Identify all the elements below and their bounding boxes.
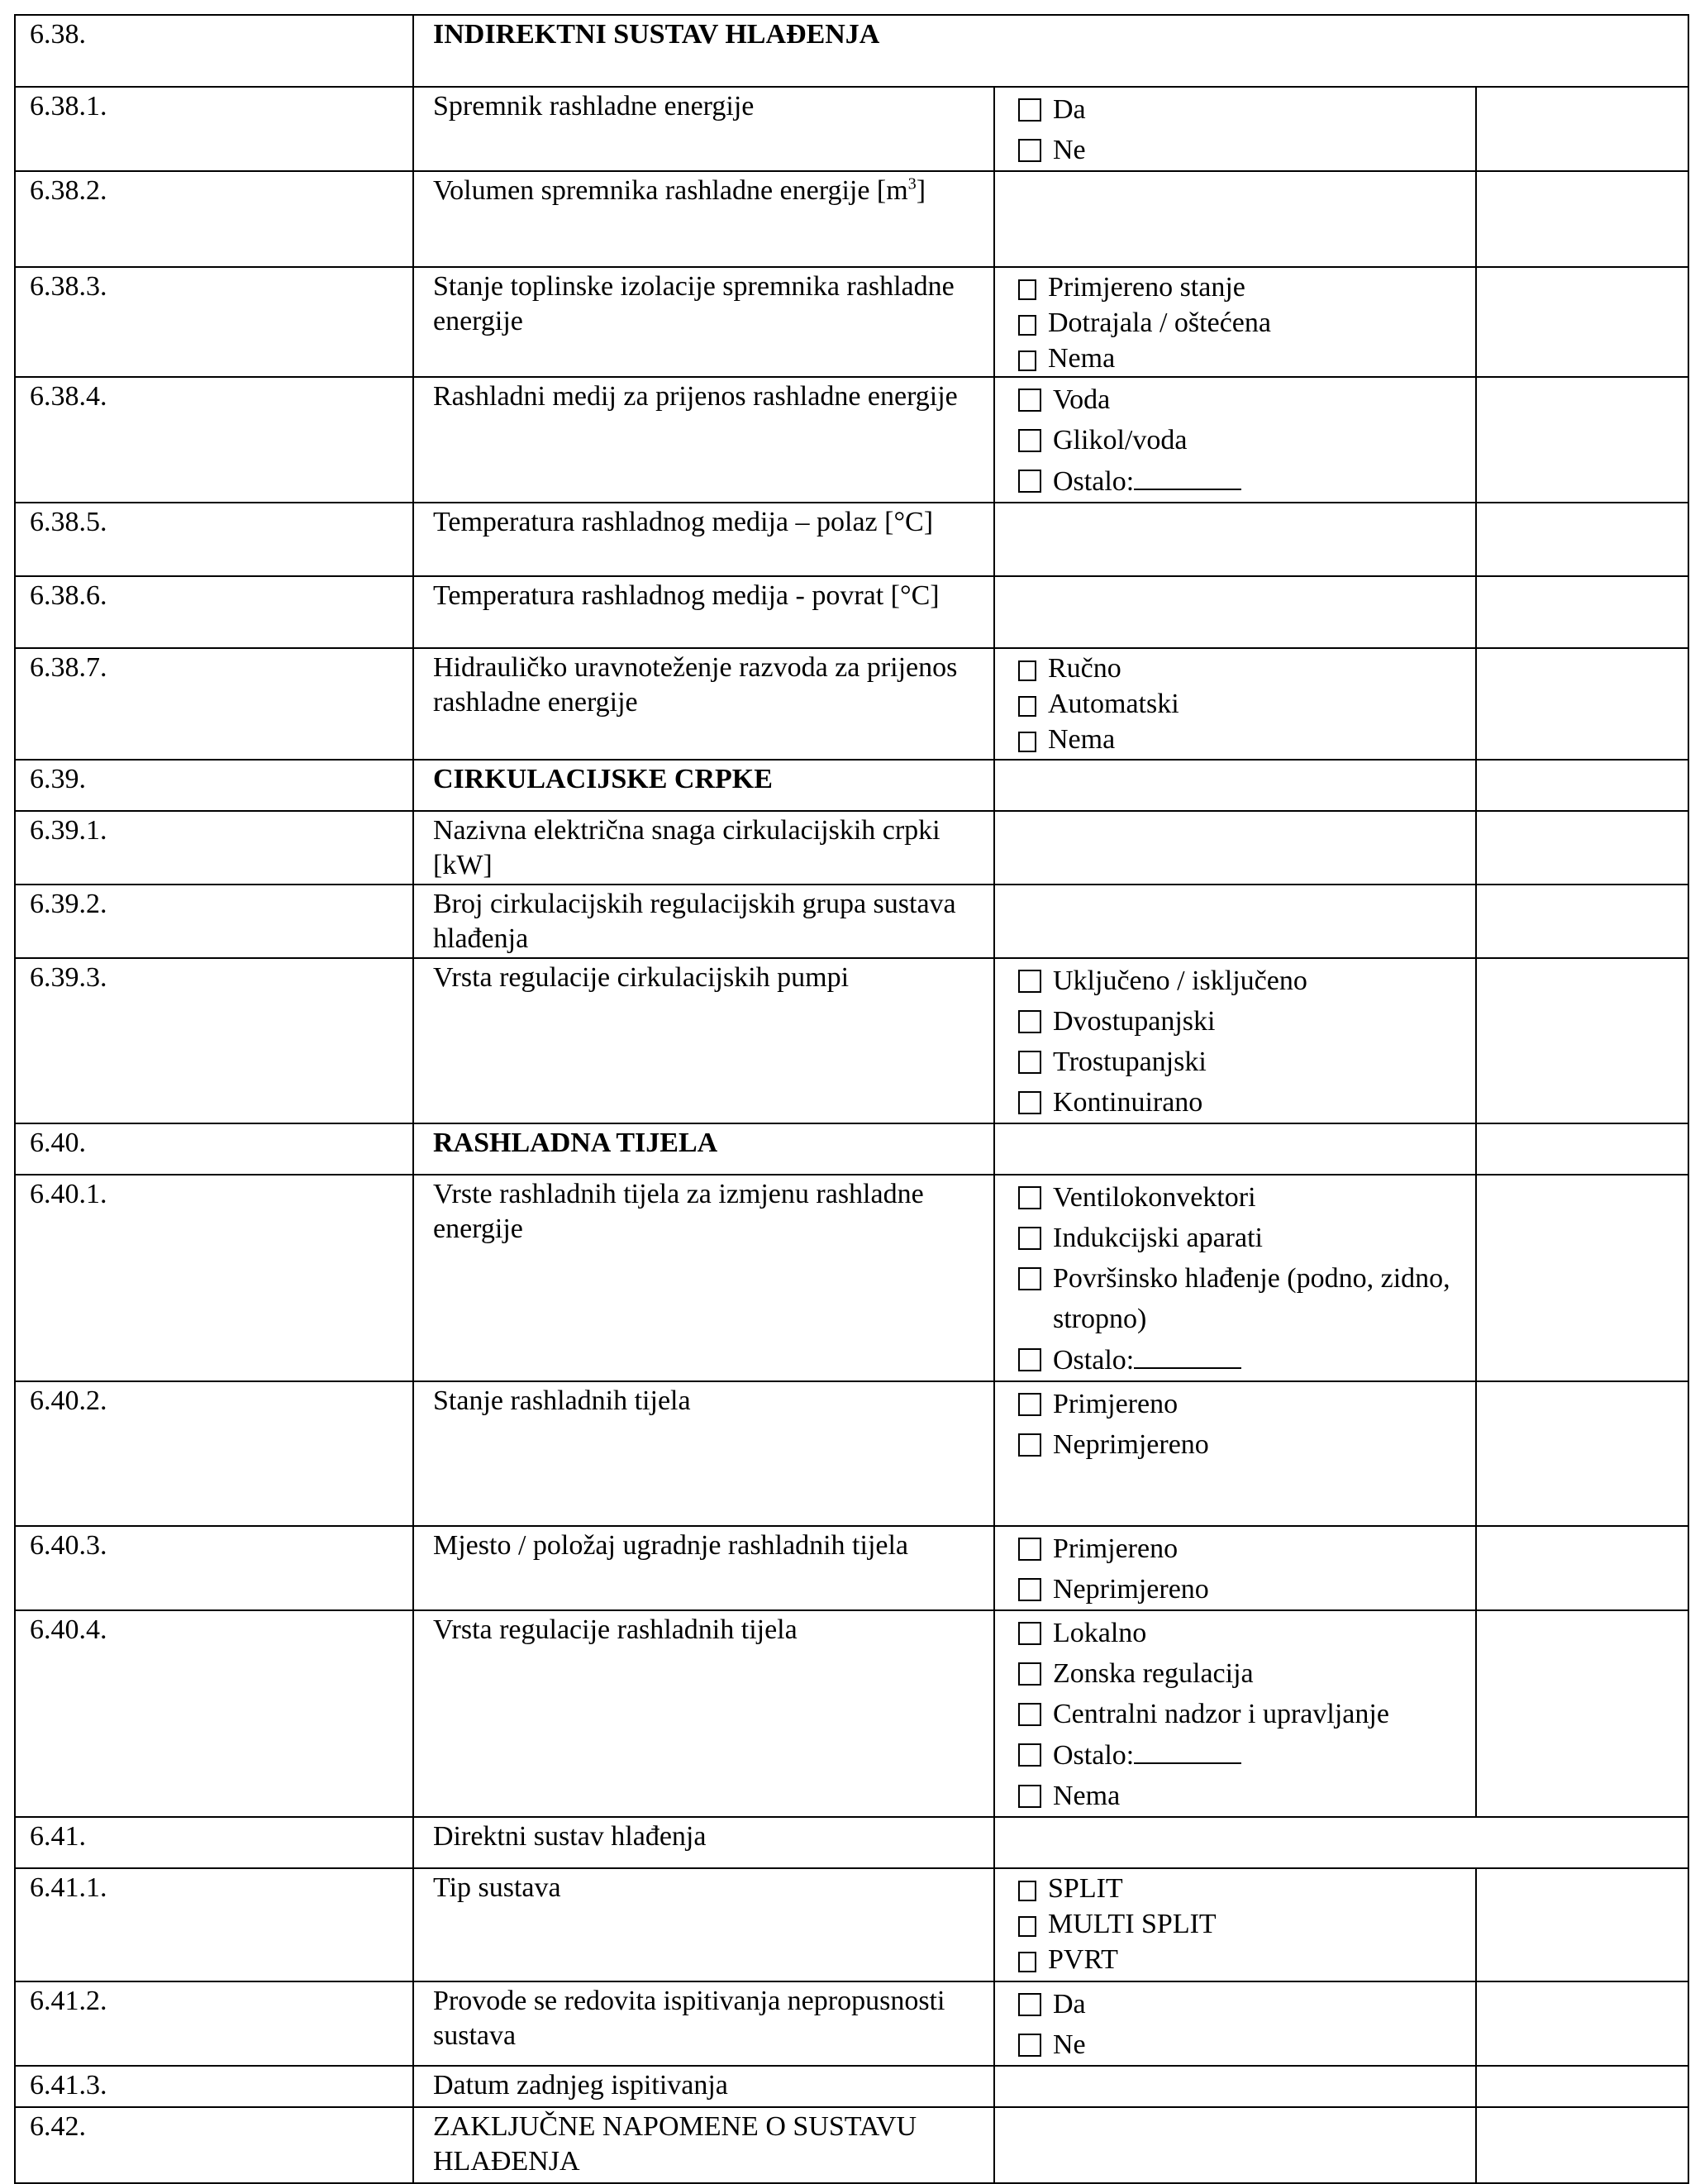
options-cell: [994, 576, 1476, 648]
option-text-wrap: [1053, 460, 1241, 502]
option-label: Primjereno: [1053, 1533, 1179, 1564]
option-text-wrap: [1048, 1942, 1118, 1977]
item-number: 6.38.2.: [15, 171, 413, 267]
item-label: Temperatura rashladnog medija - povrat [°C]: [433, 580, 940, 611]
item-number: 6.41.2.: [15, 1981, 413, 2066]
item-label: Volumen spremnika rashladne energije [m: [433, 175, 908, 206]
item-label: Broj cirkulacijskih regulacijskih grupa sustava hlađenja: [433, 889, 956, 954]
item-number: 6.38.3.: [15, 267, 413, 377]
option-text-wrap: [1053, 1653, 1254, 1694]
item-number: 6.41.1.: [15, 1868, 413, 1981]
checkbox[interactable]: [1018, 1916, 1036, 1937]
table-row: [15, 760, 1688, 811]
table-row: [15, 267, 1688, 377]
option-indukcijski-aparati[interactable]: [1018, 1218, 1475, 1258]
checkbox[interactable]: [1018, 1433, 1041, 1457]
item-label: RASHLADNA TIJELA: [433, 1128, 718, 1158]
checkbox[interactable]: [1018, 1091, 1041, 1114]
table-row: [15, 1175, 1688, 1381]
item-label-cell: [413, 2107, 994, 2183]
item-number: 6.39.3.: [15, 958, 413, 1123]
options-cell: [994, 1123, 1476, 1175]
option-text-wrap: [1053, 1424, 1209, 1465]
option-lokalno[interactable]: [1018, 1613, 1475, 1653]
notes-cell[interactable]: [1476, 1175, 1688, 1381]
table-row: [15, 811, 1688, 885]
item-number: 6.40.2.: [15, 1381, 413, 1526]
item-label: Temperatura rashladnog medija – polaz [°C]: [433, 507, 934, 537]
table-row: [15, 1610, 1688, 1817]
checkbox[interactable]: [1018, 1952, 1036, 1972]
checkbox[interactable]: [1018, 429, 1041, 452]
notes-cell[interactable]: [1476, 503, 1688, 576]
item-label-cell: [413, 1610, 994, 1817]
options-cell: [994, 1381, 1476, 1526]
item-label-cell: [413, 267, 994, 377]
item-label: Tip sustava: [433, 1872, 561, 1903]
item-label: CIRKULACIJSKE CRPKE: [433, 764, 773, 794]
item-label: Stanje rashladnih tijela: [433, 1385, 691, 1416]
notes-cell[interactable]: [1476, 811, 1688, 885]
option-nema[interactable]: [1018, 722, 1475, 757]
item-label-cell: [413, 2066, 994, 2107]
option-label: Da: [1053, 1989, 1086, 2019]
option-label: Automatski: [1048, 689, 1179, 719]
checkbox[interactable]: [1018, 732, 1036, 752]
item-label-cell: [413, 648, 994, 760]
option-label: Lokalno: [1053, 1618, 1147, 1648]
table-row: [15, 2066, 1688, 2107]
option-label: Da: [1053, 94, 1086, 125]
option-label: Ostalo:: [1053, 1740, 1135, 1771]
notes-cell[interactable]: [1476, 1610, 1688, 1817]
item-label-cell: [413, 760, 994, 811]
option-text-wrap: [1053, 2024, 1086, 2065]
item-label: Mjesto / položaj ugradnje rashladnih tijela: [433, 1530, 909, 1561]
option-text-wrap: [1053, 1776, 1120, 1816]
option-label: Trostupanjski: [1053, 1047, 1207, 1077]
item-number: 6.38.4.: [15, 377, 413, 503]
item-label: Spremnik rashladne energije: [433, 91, 755, 122]
option-text-wrap: [1053, 1384, 1178, 1424]
option-dvostupanjski[interactable]: [1018, 1001, 1475, 1042]
item-label: Provode se redovita ispitivanja nepropusnosti sustava: [433, 1986, 945, 2051]
item-label-cell: [413, 171, 994, 267]
item-label: INDIREKTNI SUSTAV HLAĐENJA: [433, 19, 880, 50]
table-row: [15, 1817, 1688, 1868]
option-text-wrap: [1048, 305, 1271, 341]
table-row: [15, 576, 1688, 648]
table-row: [15, 1381, 1688, 1526]
item-number: 6.38.7.: [15, 648, 413, 760]
notes-cell[interactable]: [1476, 1868, 1688, 1981]
item-number: 6.39.1.: [15, 811, 413, 885]
checkbox[interactable]: [1018, 279, 1036, 300]
notes-cell[interactable]: [1476, 1123, 1688, 1175]
item-label: Vrsta regulacije rashladnih tijela: [433, 1614, 798, 1645]
option-ostalo[interactable]: [1018, 1734, 1475, 1776]
option-label: Nema: [1053, 1781, 1121, 1811]
item-label: Rashladni medij za prijenos rashladne energije: [433, 381, 958, 412]
option-ostalo[interactable]: [1018, 1339, 1475, 1380]
item-number: 6.38.1.: [15, 87, 413, 171]
item-label-cell: [413, 1981, 994, 2066]
checkbox[interactable]: [1018, 2034, 1041, 2057]
checkbox[interactable]: [1018, 970, 1041, 993]
item-number: 6.40.: [15, 1123, 413, 1175]
item-label: ZAKLJUČNE NAPOMENE O SUSTAVU HLAĐENJA: [433, 2111, 917, 2177]
item-label-suffix: ]: [916, 175, 926, 206]
notes-cell[interactable]: [1476, 171, 1688, 267]
item-label-cell: [413, 1175, 994, 1381]
option-text-wrap: [1053, 1177, 1256, 1218]
item-number: 6.38.: [15, 15, 413, 87]
option-text-wrap: [1053, 961, 1307, 1001]
item-number: 6.38.6.: [15, 576, 413, 648]
option-text-wrap: [1053, 1734, 1241, 1776]
option-text-wrap: [1048, 269, 1245, 305]
notes-cell[interactable]: [1476, 1381, 1688, 1526]
item-label: Direktni sustav hlađenja: [433, 1821, 707, 1852]
option-trostupanjski[interactable]: [1018, 1042, 1475, 1082]
options-cell: [994, 648, 1476, 760]
checkbox[interactable]: [1018, 660, 1036, 681]
notes-cell[interactable]: [1476, 958, 1688, 1123]
options-cell: [994, 503, 1476, 576]
checkbox[interactable]: [1018, 350, 1036, 371]
option-label: Voda: [1053, 384, 1111, 415]
checkbox[interactable]: [1018, 1881, 1036, 1901]
option-dotrajala-oštećena[interactable]: [1018, 305, 1475, 341]
options-cell: [994, 1868, 1476, 1981]
options-cell: [994, 1817, 1688, 1868]
options-cell: [994, 958, 1476, 1123]
option-label: Indukcijski aparati: [1053, 1223, 1263, 1253]
option-automatski[interactable]: [1018, 686, 1475, 722]
option-text-wrap: [1053, 1339, 1241, 1380]
option-label: SPLIT: [1048, 1873, 1123, 1904]
option-primjereno[interactable]: [1018, 1528, 1475, 1569]
option-label: Primjereno: [1053, 1389, 1179, 1419]
checkbox[interactable]: [1018, 1662, 1041, 1686]
option-text-wrap: [1048, 651, 1121, 686]
option-primjereno[interactable]: [1018, 1384, 1475, 1424]
checkbox[interactable]: [1018, 1622, 1041, 1645]
checkbox[interactable]: [1018, 1743, 1041, 1767]
option-split[interactable]: [1018, 1871, 1475, 1906]
option-text-wrap: [1053, 1528, 1178, 1569]
checkbox[interactable]: [1018, 1538, 1041, 1561]
fill-in-blank[interactable]: [1134, 460, 1241, 490]
option-primjereno-stanje[interactable]: [1018, 269, 1475, 305]
option-text-wrap: [1053, 1258, 1475, 1339]
item-number: 6.40.3.: [15, 1526, 413, 1610]
checkbox[interactable]: [1018, 1010, 1041, 1033]
checkbox[interactable]: [1018, 389, 1041, 412]
option-text-wrap: [1053, 89, 1086, 130]
option-text-wrap: [1053, 379, 1110, 420]
option-nema[interactable]: [1018, 341, 1475, 376]
option-da[interactable]: [1018, 1984, 1475, 2024]
fill-in-blank[interactable]: [1134, 1734, 1241, 1764]
option-voda[interactable]: [1018, 379, 1475, 420]
checkbox[interactable]: [1018, 1993, 1041, 2016]
option-text-wrap: [1053, 1218, 1263, 1258]
option-label: Centralni nadzor i upravljanje: [1053, 1699, 1389, 1729]
option-label: Nema: [1048, 343, 1116, 374]
item-label: Vrste rashladnih tijela za izmjenu rashladne energije: [433, 1179, 924, 1244]
checkbox[interactable]: [1018, 1393, 1041, 1416]
options-cell: [994, 811, 1476, 885]
option-zonska-regulacija[interactable]: [1018, 1653, 1475, 1694]
option-centralni-nadzor-i-upravljanje[interactable]: [1018, 1694, 1475, 1734]
item-label: Nazivna električna snaga cirkulacijskih crpki [kW]: [433, 815, 940, 880]
item-number: 6.41.: [15, 1817, 413, 1868]
option-neprimjereno[interactable]: [1018, 1424, 1475, 1465]
checkbox[interactable]: [1018, 1227, 1041, 1250]
table-row: [15, 15, 1688, 87]
option-uključeno-isključeno[interactable]: [1018, 961, 1475, 1001]
notes-cell[interactable]: [1476, 760, 1688, 811]
checkbox[interactable]: [1018, 98, 1041, 122]
option-label: Zonska regulacija: [1053, 1658, 1254, 1689]
options-cell: [994, 171, 1476, 267]
item-number: 6.40.1.: [15, 1175, 413, 1381]
option-label: Dotrajala / oštećena: [1048, 308, 1271, 338]
option-ostalo[interactable]: [1018, 460, 1475, 502]
options-cell: [994, 267, 1476, 377]
item-label-cell: [413, 15, 1688, 87]
option-multi-split[interactable]: [1018, 1906, 1475, 1942]
item-label-cell: [413, 885, 994, 958]
notes-cell[interactable]: [1476, 2066, 1688, 2107]
table-row: [15, 2107, 1688, 2183]
option-label: Glikol/voda: [1053, 425, 1188, 455]
option-label: Ostalo:: [1053, 1345, 1135, 1376]
notes-cell[interactable]: [1476, 648, 1688, 760]
table-row: [15, 958, 1688, 1123]
option-label: Primjereno stanje: [1048, 272, 1245, 303]
option-label: Kontinuirano: [1053, 1087, 1203, 1118]
options-cell: [994, 1526, 1476, 1610]
options-cell: [994, 760, 1476, 811]
option-text-wrap: [1053, 1569, 1209, 1609]
item-label-cell: [413, 87, 994, 171]
item-label-cell: [413, 1868, 994, 1981]
item-label-cell: [413, 1381, 994, 1526]
notes-cell[interactable]: [1476, 2107, 1688, 2183]
option-text-wrap: [1053, 130, 1086, 170]
option-label: Nema: [1048, 724, 1116, 755]
item-label-cell: [413, 503, 994, 576]
notes-cell[interactable]: [1476, 885, 1688, 958]
checkbox[interactable]: [1018, 315, 1036, 336]
item-label-cell: [413, 1526, 994, 1610]
table-row: [15, 648, 1688, 760]
options-cell: [994, 2066, 1476, 2107]
item-label-cell: [413, 576, 994, 648]
checkbox[interactable]: [1018, 1578, 1041, 1601]
option-text-wrap: [1053, 1042, 1207, 1082]
option-površinsko-hlađenje-podno-zidno-stropno[interactable]: [1018, 1258, 1475, 1339]
option-glikol-voda[interactable]: [1018, 420, 1475, 460]
item-number: 6.41.3.: [15, 2066, 413, 2107]
table-row: [15, 171, 1688, 267]
item-label: Datum zadnjeg ispitivanja: [433, 2070, 728, 2101]
option-text-wrap: [1053, 1613, 1146, 1653]
option-label: Ne: [1053, 135, 1086, 165]
checkbox[interactable]: [1018, 139, 1041, 162]
option-text-wrap: [1053, 420, 1187, 460]
item-label: Hidrauličko uravnoteženje razvoda za prijenos rashladne energije: [433, 652, 958, 718]
option-ne[interactable]: [1018, 2024, 1475, 2065]
option-text-wrap: [1048, 722, 1115, 757]
item-label: Stanje toplinske izolacije spremnika rashladne energije: [433, 271, 955, 336]
option-label: Uključeno / isključeno: [1053, 966, 1307, 996]
option-text-wrap: [1053, 1001, 1215, 1042]
notes-cell[interactable]: [1476, 267, 1688, 377]
notes-cell[interactable]: [1476, 576, 1688, 648]
option-label: Neprimjereno: [1053, 1429, 1209, 1460]
option-text-wrap: [1048, 341, 1115, 376]
checkbox[interactable]: [1018, 1051, 1041, 1074]
item-label-cell: [413, 811, 994, 885]
item-number: 6.40.4.: [15, 1610, 413, 1817]
option-text-wrap: [1053, 1984, 1086, 2024]
table-row: [15, 1526, 1688, 1610]
options-cell: [994, 2107, 1476, 2183]
option-label: Površinsko hlađenje (podno, zidno, stropno): [1053, 1263, 1450, 1334]
checkbox[interactable]: [1018, 1186, 1041, 1209]
option-label: Neprimjereno: [1053, 1574, 1209, 1605]
option-label: Ručno: [1048, 653, 1121, 684]
option-kontinuirano[interactable]: [1018, 1082, 1475, 1123]
option-da[interactable]: [1018, 89, 1475, 130]
cooling-system-form-table: [14, 14, 1689, 2184]
options-cell: [994, 1981, 1476, 2066]
table-row: [15, 87, 1688, 171]
checkbox[interactable]: [1018, 1785, 1041, 1808]
fill-in-blank[interactable]: [1134, 1339, 1241, 1369]
option-ne[interactable]: [1018, 130, 1475, 170]
item-label-cell: [413, 1123, 994, 1175]
options-cell: [994, 87, 1476, 171]
item-label-cell: [413, 377, 994, 503]
item-label-cell: [413, 1817, 994, 1868]
notes-cell[interactable]: [1476, 1981, 1688, 2066]
option-label: PVRT: [1048, 1944, 1118, 1975]
option-label: Ventilokonvektori: [1053, 1182, 1256, 1213]
item-number: 6.39.: [15, 760, 413, 811]
superscript: 3: [907, 174, 917, 193]
item-label: Vrsta regulacije cirkulacijskih pumpi: [433, 962, 850, 993]
checkbox[interactable]: [1018, 1348, 1041, 1371]
option-text-wrap: [1048, 1906, 1217, 1942]
option-label: Dvostupanjski: [1053, 1006, 1216, 1037]
option-neprimjereno[interactable]: [1018, 1569, 1475, 1609]
table-row: [15, 1868, 1688, 1981]
option-label: MULTI SPLIT: [1048, 1909, 1217, 1939]
item-number: 6.39.2.: [15, 885, 413, 958]
checkbox[interactable]: [1018, 1267, 1041, 1290]
option-pvrt[interactable]: [1018, 1942, 1475, 1977]
checkbox[interactable]: [1018, 1703, 1041, 1726]
options-cell: [994, 1610, 1476, 1817]
item-label-cell: [413, 958, 994, 1123]
options-cell: [994, 1175, 1476, 1381]
checkbox[interactable]: [1018, 470, 1041, 493]
options-cell: [994, 377, 1476, 503]
notes-cell[interactable]: [1476, 377, 1688, 503]
notes-cell[interactable]: [1476, 1526, 1688, 1610]
options-cell: [994, 885, 1476, 958]
option-text-wrap: [1053, 1694, 1389, 1734]
table-row: [15, 377, 1688, 503]
notes-cell[interactable]: [1476, 87, 1688, 171]
option-ručno[interactable]: [1018, 651, 1475, 686]
option-text-wrap: [1048, 1871, 1123, 1906]
table-row: [15, 1123, 1688, 1175]
option-label: Ne: [1053, 2029, 1086, 2060]
option-text-wrap: [1048, 686, 1179, 722]
option-label: Ostalo:: [1053, 466, 1135, 497]
option-ventilokonvektori[interactable]: [1018, 1177, 1475, 1218]
checkbox[interactable]: [1018, 696, 1036, 717]
option-nema[interactable]: [1018, 1776, 1475, 1816]
table-row: [15, 885, 1688, 958]
item-number: 6.42.: [15, 2107, 413, 2183]
item-number: 6.38.5.: [15, 503, 413, 576]
table-row: [15, 1981, 1688, 2066]
option-text-wrap: [1053, 1082, 1202, 1123]
table-row: [15, 503, 1688, 576]
